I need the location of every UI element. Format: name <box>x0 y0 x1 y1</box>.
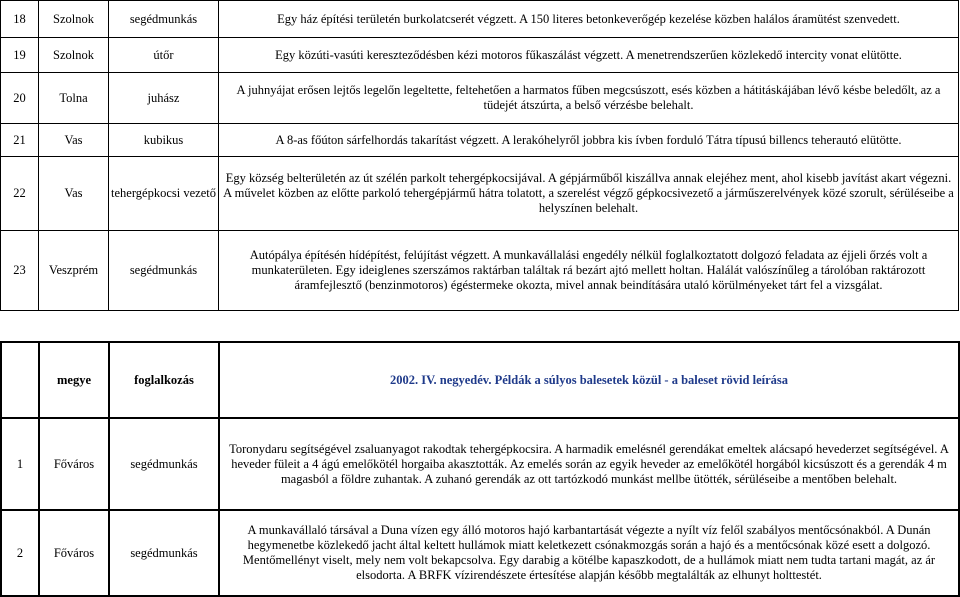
county: Veszprém <box>39 231 109 311</box>
header-occupation: foglalkozás <box>109 342 219 418</box>
description: Autópálya építésén hídépítést, felújítást végzett. A munkavállalási engedély nélkül foglalkoztatott dolgozó feladata az éjjeli őrzés volt a munkaterületen. Egy ideiglenes szerszámos raktárban találtak rá bezárt ajtó mellett holtan. Halálát valószínűleg a tárolóban raktározott áramfejlesztő (benzinmotoros) égéstermeke okozta, mivel annak beindítására utaló körülményeket tárt fel a vizsgálat. <box>219 231 959 311</box>
row-number: 23 <box>1 231 39 311</box>
occupation: segédmunkás <box>109 1 219 38</box>
row-number: 1 <box>1 418 39 510</box>
row-number: 19 <box>1 38 39 73</box>
description: Toronydaru segítségével zsaluanyagot rakodtak tehergépkocsira. A harmadik emelésnél gerendákat emeltek alácsapó hevederzet segítségével. A heveder füleit a 4 ágú emelőkötél horgaiba akasztották. Az emelés során az egyik heveder az emelőkötél horgából kicsúszott és a gerendák 4 m magasból a földre zuhantak. A zuhanó gerendák az ott tartózkodó munkást mellbe ütötték, sérüléseibe a mentőben belehalt. <box>219 418 959 510</box>
occupation: útőr <box>109 38 219 73</box>
occupation: juhász <box>109 73 219 124</box>
county: Szolnok <box>39 38 109 73</box>
county: Főváros <box>39 418 109 510</box>
table-row <box>1 38 959 73</box>
accident-table-2002-q4 <box>0 341 960 597</box>
description: A munkavállaló társával a Duna vízen egy álló motoros hajó karbantartását végezte a nyílt víz felől szabályos mentőcsónakból. A Dunán hegymenetbe közlekedő jacht által keltett hullámok miatt keletkezett csónakmozgás során a hajó és a mentőcsónak közé esett a dolgozó. Mentőmellényt viselt, mely nem volt bekapcsolva. Egy darabig a kötélbe kapaszkodott, de a hullámok miatt nem tudta tartani magát, az ár elsodorta. A BRFK vízirendészete értesítése alapján később megtalálták az elhunyt holttestét. <box>219 510 959 596</box>
description: Egy ház építési területén burkolatcserét végzett. A 150 literes betonkeverőgép kezelése közben halálos áramütést szenvedett. <box>219 1 959 38</box>
header-number <box>1 342 39 418</box>
table-row <box>1 231 959 311</box>
row-number: 20 <box>1 73 39 124</box>
table-row <box>1 124 959 157</box>
county: Főváros <box>39 510 109 596</box>
table-row <box>1 510 959 596</box>
row-number: 21 <box>1 124 39 157</box>
county: Vas <box>39 157 109 231</box>
description: Egy község belterületén az út szélén parkolt tehergépkocsijával. A gépjárműből kiszállva annak elejéhez ment, ahol kisebb javítást akart végezni. A művelet közben az előtte parkoló tehergépjármű hátra tolatott, a szerelést végző gépkocsivezető a járműszerelvények közé szorult, sérüléseibe a helyszínen belehalt. <box>219 157 959 231</box>
table-row <box>1 157 959 231</box>
header-county: megye <box>39 342 109 418</box>
table-row <box>1 418 959 510</box>
county: Szolnok <box>39 1 109 38</box>
row-number: 18 <box>1 1 39 38</box>
occupation: kubikus <box>109 124 219 157</box>
occupation: segédmunkás <box>109 510 219 596</box>
occupation: segédmunkás <box>109 231 219 311</box>
occupation: tehergépkocsi vezető <box>109 157 219 231</box>
county: Tolna <box>39 73 109 124</box>
description: A 8-as főúton sárfelhordás takarítást végzett. A lerakóhelyről jobbra kis ívben forduló Tátra típusú billencs teherautó elütötte. <box>219 124 959 157</box>
occupation: segédmunkás <box>109 418 219 510</box>
table-title: 2002. IV. negyedév. Példák a súlyos balesetek közül - a baleset rövid leírása <box>219 342 959 418</box>
table-row <box>1 1 959 38</box>
description: A juhnyájat erősen lejtős legelőn legeltette, feltehetően a harmatos fűben megcsúszott, esés közben a hátitáskájában lévő késbe beledőlt, az a tüdejét átszúrta, a belső vérzésbe belehalt. <box>219 73 959 124</box>
table-row <box>1 73 959 124</box>
county: Vas <box>39 124 109 157</box>
row-number: 2 <box>1 510 39 596</box>
table-header-row <box>1 342 959 418</box>
row-number: 22 <box>1 157 39 231</box>
description: Egy közúti-vasúti kereszteződésben kézi motoros fűkaszálást végzett. A menetrendszerűen közlekedő intercity vonat elütötte. <box>219 38 959 73</box>
